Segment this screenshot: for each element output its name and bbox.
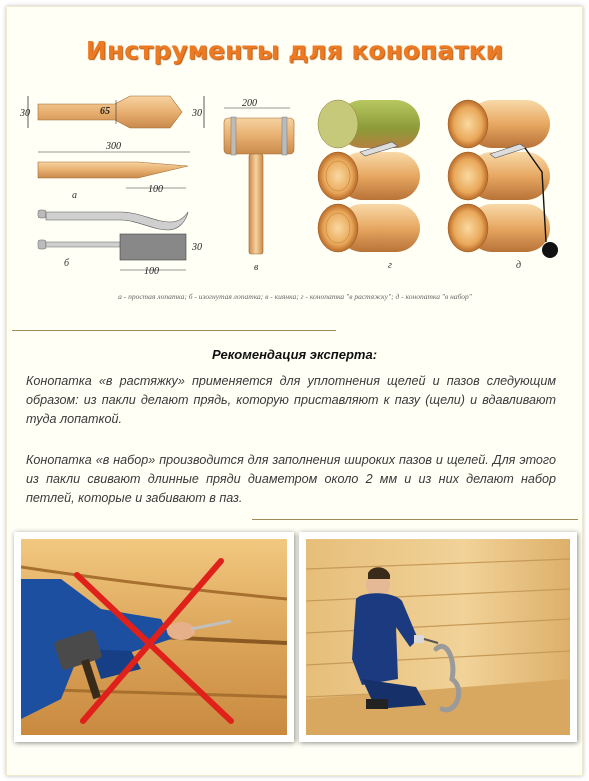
label-a: а — [72, 190, 77, 201]
label-d: д — [516, 260, 522, 271]
label-g: г — [388, 260, 392, 271]
curved-spatula-drawing — [38, 210, 188, 230]
log-stack-g-drawing — [318, 100, 420, 271]
photo-wrong-illustration — [21, 539, 287, 735]
dim-300: 300 — [106, 141, 121, 152]
divider-bottom — [252, 519, 578, 520]
dim-65: 65 — [100, 106, 110, 117]
diagram-caption: а - простая лопатка; б - изогнутая лопатка; в - киянка; г - конопатка "в растяжку"; д - конопатка "в набор" — [118, 292, 472, 301]
photo-correct-method — [299, 532, 577, 742]
page-title: Инструменты для конопатки — [85, 36, 504, 65]
dim-100-a: 100 — [148, 184, 163, 195]
expert-paragraph-2: Конопатка «в набор» производится для заполнения широких пазов и щелей. Для этого из пакли свивают длинные пряди диаметром около 2 мм и из них делают набор петлей, которые и забивают в паз. — [26, 453, 556, 505]
mallet-drawing — [224, 98, 294, 273]
photo-correct-illustration — [306, 539, 570, 735]
simple-spatula-drawing — [20, 96, 204, 128]
divider-top — [12, 330, 336, 331]
dim-200: 200 — [242, 98, 257, 109]
spatula-a-drawing — [38, 141, 190, 201]
dim-100-b: 100 — [144, 266, 159, 277]
dim-30-c: 30 — [192, 242, 202, 253]
log-stack-d-drawing — [448, 100, 558, 271]
tools-diagram — [20, 82, 570, 282]
expert-heading: Рекомендация эксперта: — [211, 347, 378, 362]
label-b: б — [64, 258, 70, 269]
photo-wrong-method — [14, 532, 294, 742]
expert-paragraph-1: Конопатка «в растяжку» применяется для уплотнения щелей и пазов следующим образом: из пакли делают прядь, которую приставляют к пазу (щели) и вдавливают туда лопаткой. — [26, 374, 556, 426]
dim-30-a: 30 — [20, 108, 30, 119]
label-v: в — [254, 262, 259, 273]
dim-30-b: 30 — [192, 108, 202, 119]
spatula-b-drawing — [38, 234, 202, 277]
